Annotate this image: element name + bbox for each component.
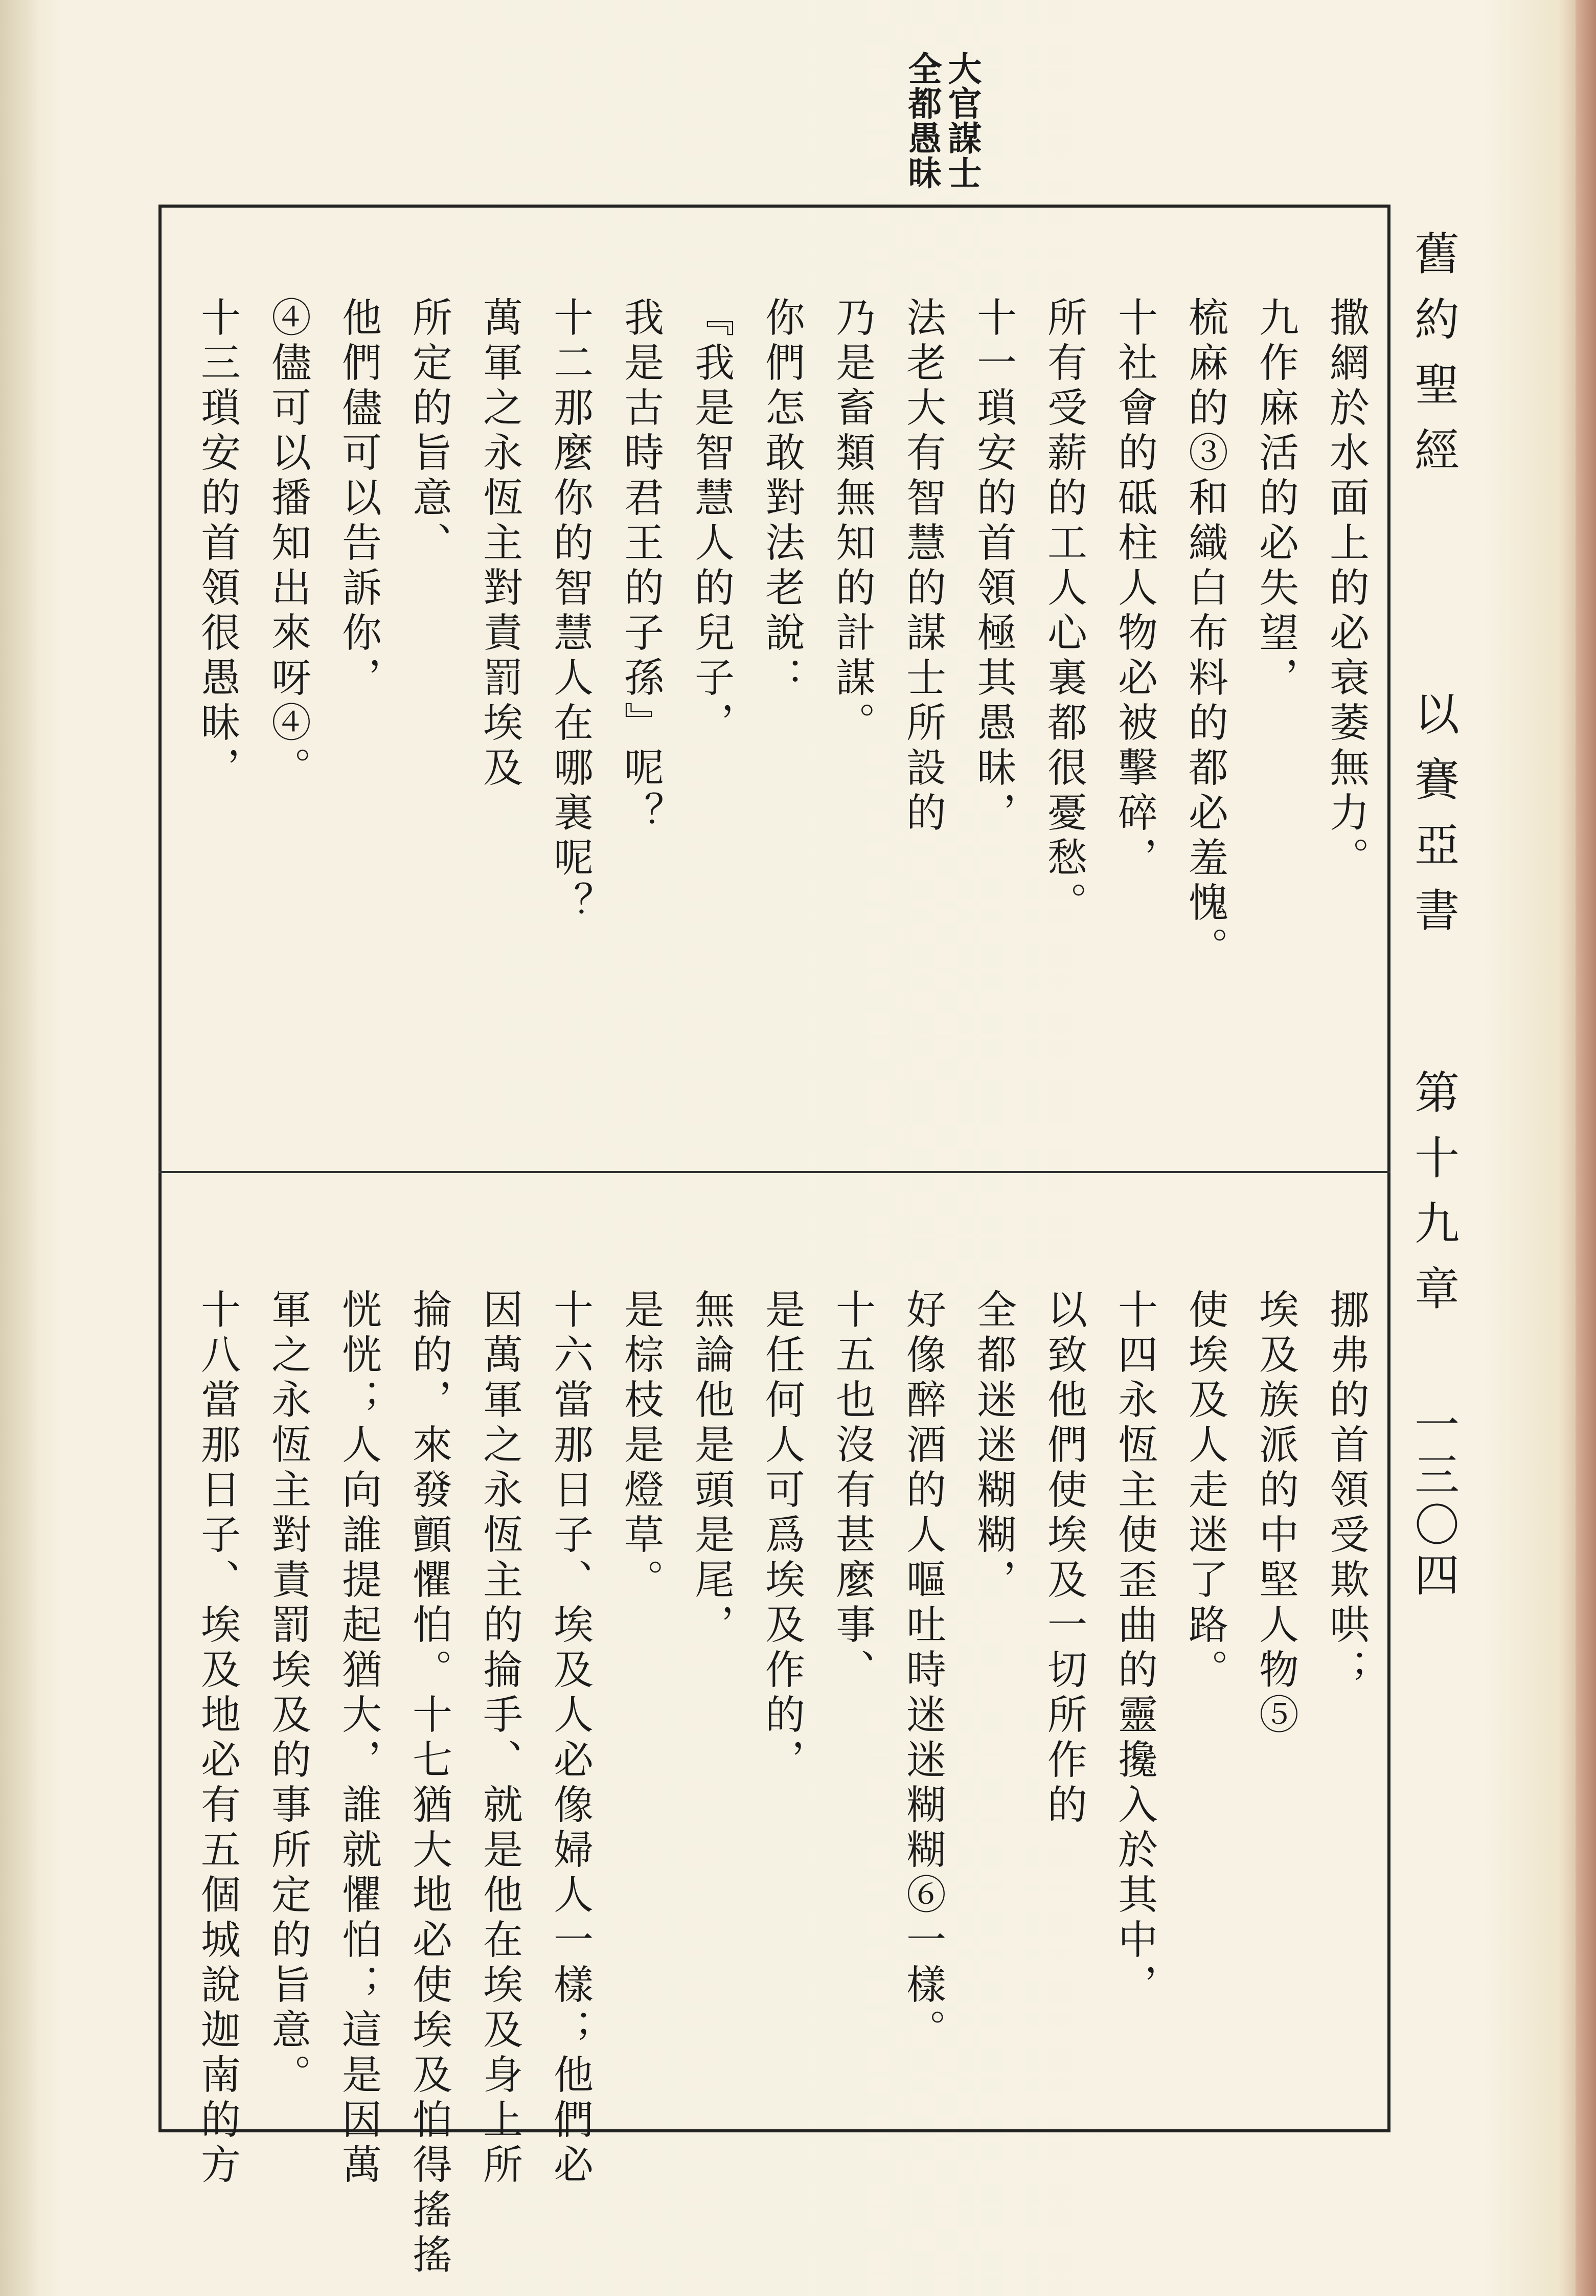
- text-line: 你們怎敢對法老說：: [759, 297, 805, 702]
- text-line: 十六當那日子、埃及人必像婦人一樣；他們必: [547, 1289, 593, 2189]
- text-line: 是棕枝是燈草。: [618, 1289, 664, 1604]
- text-line: 乃是畜類無知的計謀。: [829, 297, 875, 747]
- text-line: 所有受薪的工人心裏都很憂愁。: [1041, 297, 1087, 927]
- text-line: 以致他們使埃及一切所作的: [1041, 1289, 1087, 1829]
- text-line: 萬軍之永恆主對責罰埃及: [476, 297, 522, 792]
- book-name: 以賽亞書: [1407, 690, 1460, 952]
- page-number: 一三〇四: [1407, 1401, 1460, 1602]
- text-line: 軍之永恆主對責罰埃及的事所定的旨意。: [265, 1289, 311, 2099]
- text-line: 『我是智慧人的兒子，: [688, 297, 734, 747]
- text-line: 撒網於水面上的必衰萎無力。: [1323, 297, 1369, 882]
- text-line: 因萬軍之永恆主的掄手、就是他在埃及身上所: [476, 1289, 522, 2189]
- text-line: 十五也沒有甚麼事、: [829, 1289, 875, 1694]
- margin-note-line: 大官謀士: [942, 51, 982, 190]
- text-line: 掄的，來發顫懼怕。十七猶大地必使埃及怕得搖搖: [406, 1289, 452, 2279]
- text-line: 十四永恆主使歪曲的靈攙入於其中，: [1111, 1289, 1157, 2009]
- text-line: 梳麻的③和織白布料的都必羞愧。: [1182, 297, 1228, 972]
- binding-edge: [0, 0, 36, 2296]
- book-title: 舊約聖經: [1407, 230, 1460, 492]
- top-text-section: [194, 297, 1369, 1166]
- text-line: 法老大有智慧的謀士所設的: [900, 297, 946, 837]
- section-divider: [158, 1171, 1390, 1173]
- text-line: ④儘可以播知出來呀④。: [265, 297, 311, 792]
- text-line: 埃及族派的中堅人物⑤: [1252, 1289, 1298, 1739]
- text-line: 十三瑣安的首領很愚昧，: [194, 297, 240, 792]
- text-line: 所定的旨意、: [406, 297, 452, 567]
- text-line: 使埃及人走迷了路。: [1182, 1289, 1228, 1694]
- text-line: 恍恍；人向誰提起猶大，誰就懼怕；這是因萬: [335, 1289, 381, 2189]
- text-line: 無論他是頭是尾，: [688, 1289, 734, 1649]
- text-line: 十八當那日子、埃及地必有五個城說迦南的方: [194, 1289, 240, 2189]
- text-line: 好像醉酒的人嘔吐時迷迷糊糊⑥一樣。: [900, 1289, 946, 2054]
- text-line: 全都迷迷糊糊，: [970, 1289, 1016, 1604]
- text-line: 十一瑣安的首領極其愚昧，: [970, 297, 1016, 837]
- margin-note-line: 全都愚昧: [902, 51, 942, 190]
- text-line: 我是古時君王的子孫』呢？: [618, 297, 664, 837]
- chapter-heading: 第十九章: [1407, 1069, 1460, 1331]
- text-line: 挪弗的首領受欺哄；: [1323, 1289, 1369, 1694]
- text-line: 他們儘可以告訴你，: [335, 297, 381, 702]
- page-edge: [1576, 0, 1596, 2296]
- text-line: 九作麻活的必失望，: [1252, 297, 1298, 702]
- margin-note: [892, 51, 982, 194]
- bottom-text-section: [194, 1289, 1369, 2279]
- text-line: 是任何人可爲埃及作的，: [759, 1289, 805, 1784]
- text-line: 十社會的砥柱人物必被擊碎，: [1111, 297, 1157, 882]
- text-line: 十二那麼你的智慧人在哪裏呢？: [547, 297, 593, 927]
